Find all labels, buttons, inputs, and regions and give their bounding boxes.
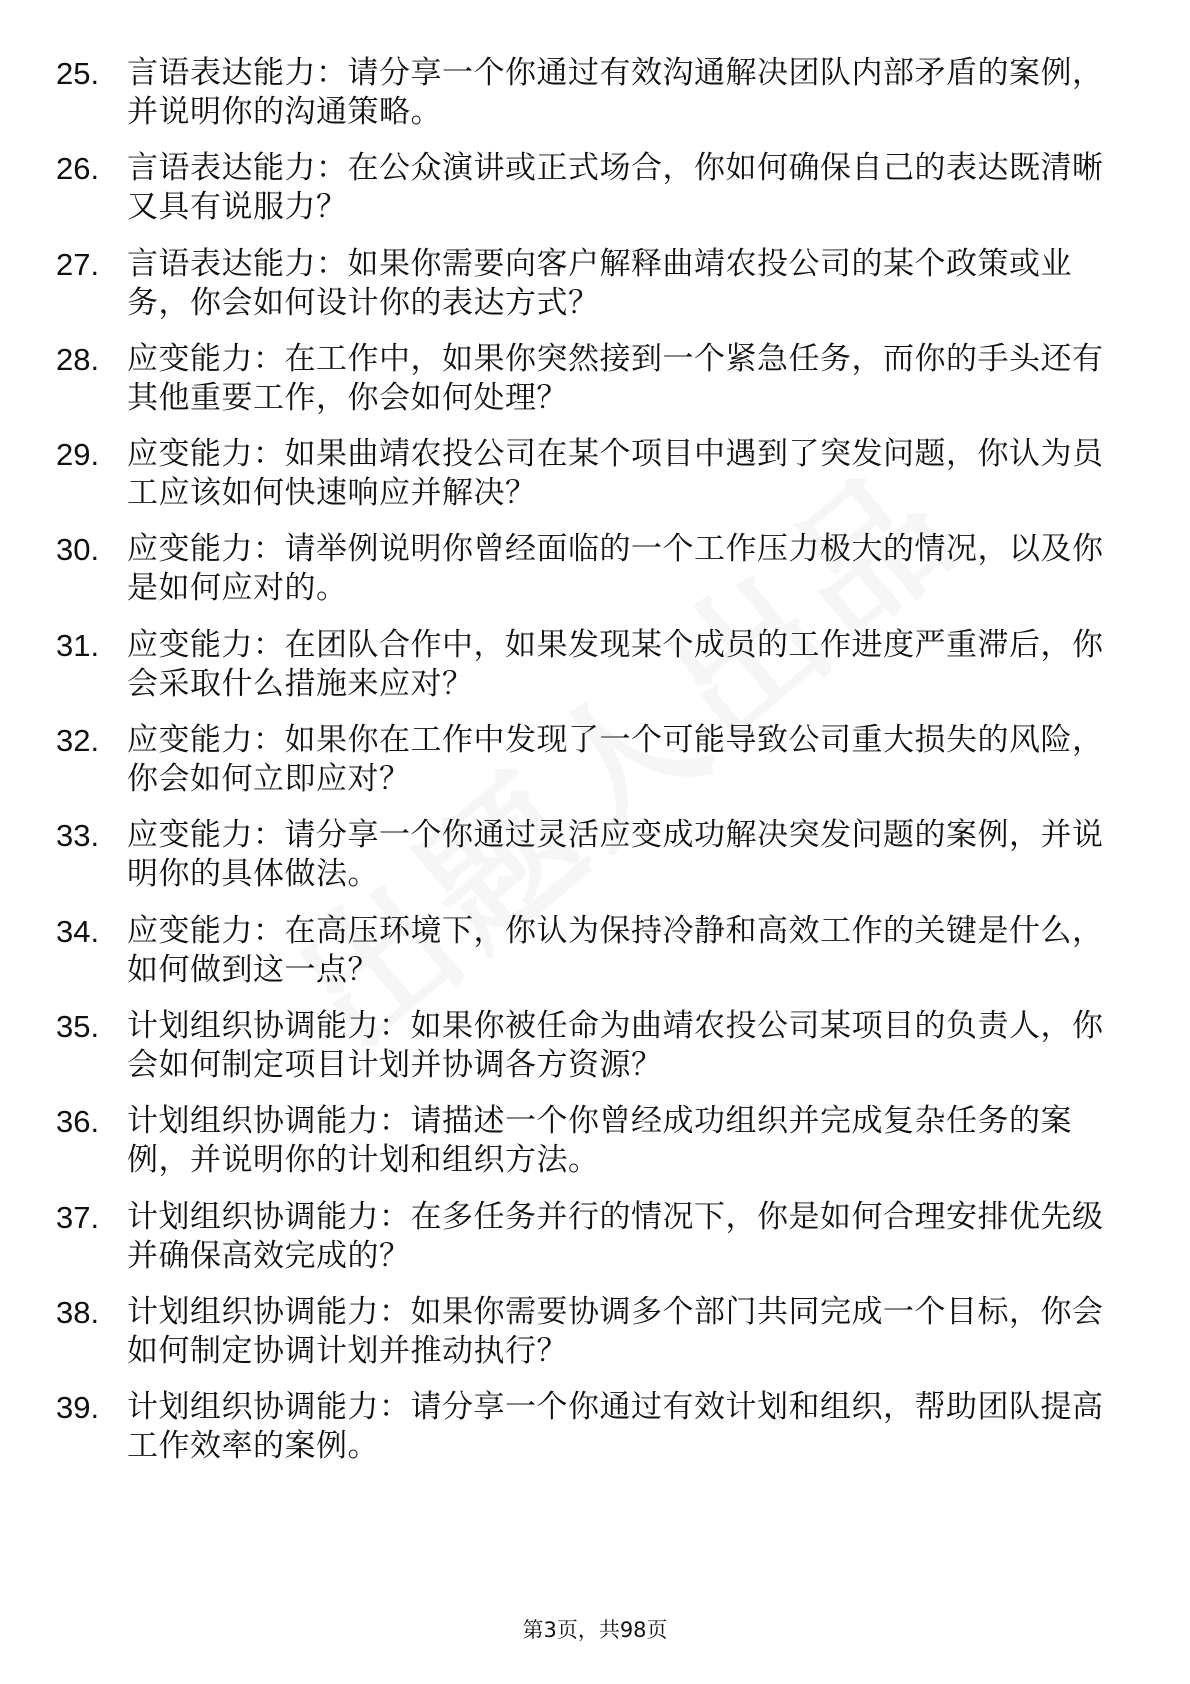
question-item — [0, 1098, 1190, 1193]
question-number: 35. — [56, 1008, 100, 1044]
question-text: 言语表达能力：在公众演讲或正式场合，你如何确保自己的表达既清晰又具有说服力？ — [127, 150, 1104, 226]
question-number: 33. — [56, 818, 100, 854]
question-text: 应变能力：如果曲靖农投公司在某个项目中遇到了突发问题，你认为员工应该如何快速响应并解决？ — [127, 436, 1104, 512]
question-number: 25. — [56, 56, 100, 91]
question-number: 31. — [56, 627, 100, 663]
question-number: 29. — [56, 437, 100, 473]
question-item — [0, 1384, 1190, 1479]
question-item — [0, 145, 1190, 240]
question-text: 应变能力：在工作中，如果你突然接到一个紧急任务，而你的手头还有其他重要工作，你会如何处理？ — [127, 340, 1104, 416]
question-text: 应变能力：如果你在工作中发现了一个可能导致公司重大损失的风险，你会如何立即应对？ — [127, 722, 1104, 798]
question-text: 应变能力：在团队合作中，如果发现某个成员的工作进度严重滞后，你会采取什么措施来应对？ — [127, 626, 1104, 702]
question-number: 37. — [56, 1199, 100, 1235]
question-item — [0, 622, 1190, 717]
question-text: 计划组织协调能力：请分享一个你通过有效计划和组织，帮助团队提高工作效率的案例。 — [127, 1389, 1104, 1465]
question-text: 计划组织协调能力：如果你被任命为曲靖农投公司某项目的负责人，你会如何制定项目计划并协调各方资源？ — [127, 1007, 1104, 1083]
question-item — [0, 812, 1190, 907]
question-text: 言语表达能力：请分享一个你通过有效沟通解决团队内部矛盾的案例，并说明你的沟通策略。 — [127, 55, 1104, 130]
question-text: 言语表达能力：如果你需要向客户解释曲靖农投公司的某个政策或业务，你会如何设计你的表达方式？ — [127, 245, 1072, 321]
question-text: 计划组织协调能力：在多任务并行的情况下，你是如何合理安排优先级并确保高效完成的？ — [127, 1198, 1104, 1274]
question-item — [0, 1003, 1190, 1098]
question-item — [0, 1289, 1190, 1384]
question-item — [0, 526, 1190, 621]
question-number: 32. — [56, 723, 100, 759]
question-item — [0, 1194, 1190, 1289]
question-number: 30. — [56, 532, 100, 568]
question-number: 38. — [56, 1294, 100, 1330]
question-text: 计划组织协调能力：请描述一个你曾经成功组织并完成复杂任务的案例，并说明你的计划和组织方法。 — [127, 1103, 1072, 1179]
page-footer: 第3页，共98页 — [522, 1618, 668, 1642]
question-number: 34. — [56, 913, 100, 949]
question-item — [0, 908, 1190, 1003]
question-item — [0, 717, 1190, 812]
question-text: 计划组织协调能力：如果你需要协调多个部门共同完成一个目标，你会如何制定协调计划并推动执行？ — [127, 1293, 1104, 1369]
question-number: 28. — [56, 341, 100, 377]
question-item — [0, 431, 1190, 526]
question-text: 应变能力：请分享一个你通过灵活应变成功解决突发问题的案例，并说明你的具体做法。 — [127, 817, 1104, 893]
question-item — [0, 241, 1190, 336]
question-list — [0, 50, 1190, 1479]
question-text: 应变能力：在高压环境下，你认为保持冷静和高效工作的关键是什么，如何做到这一点？ — [127, 912, 1104, 988]
question-number: 39. — [56, 1390, 100, 1426]
question-text: 应变能力：请举例说明你曾经面临的一个工作压力极大的情况，以及你是如何应对的。 — [127, 531, 1104, 607]
question-number: 26. — [56, 151, 100, 187]
question-item — [0, 50, 1190, 145]
question-number: 36. — [56, 1104, 100, 1140]
question-number: 27. — [56, 246, 100, 282]
question-item — [0, 336, 1190, 431]
